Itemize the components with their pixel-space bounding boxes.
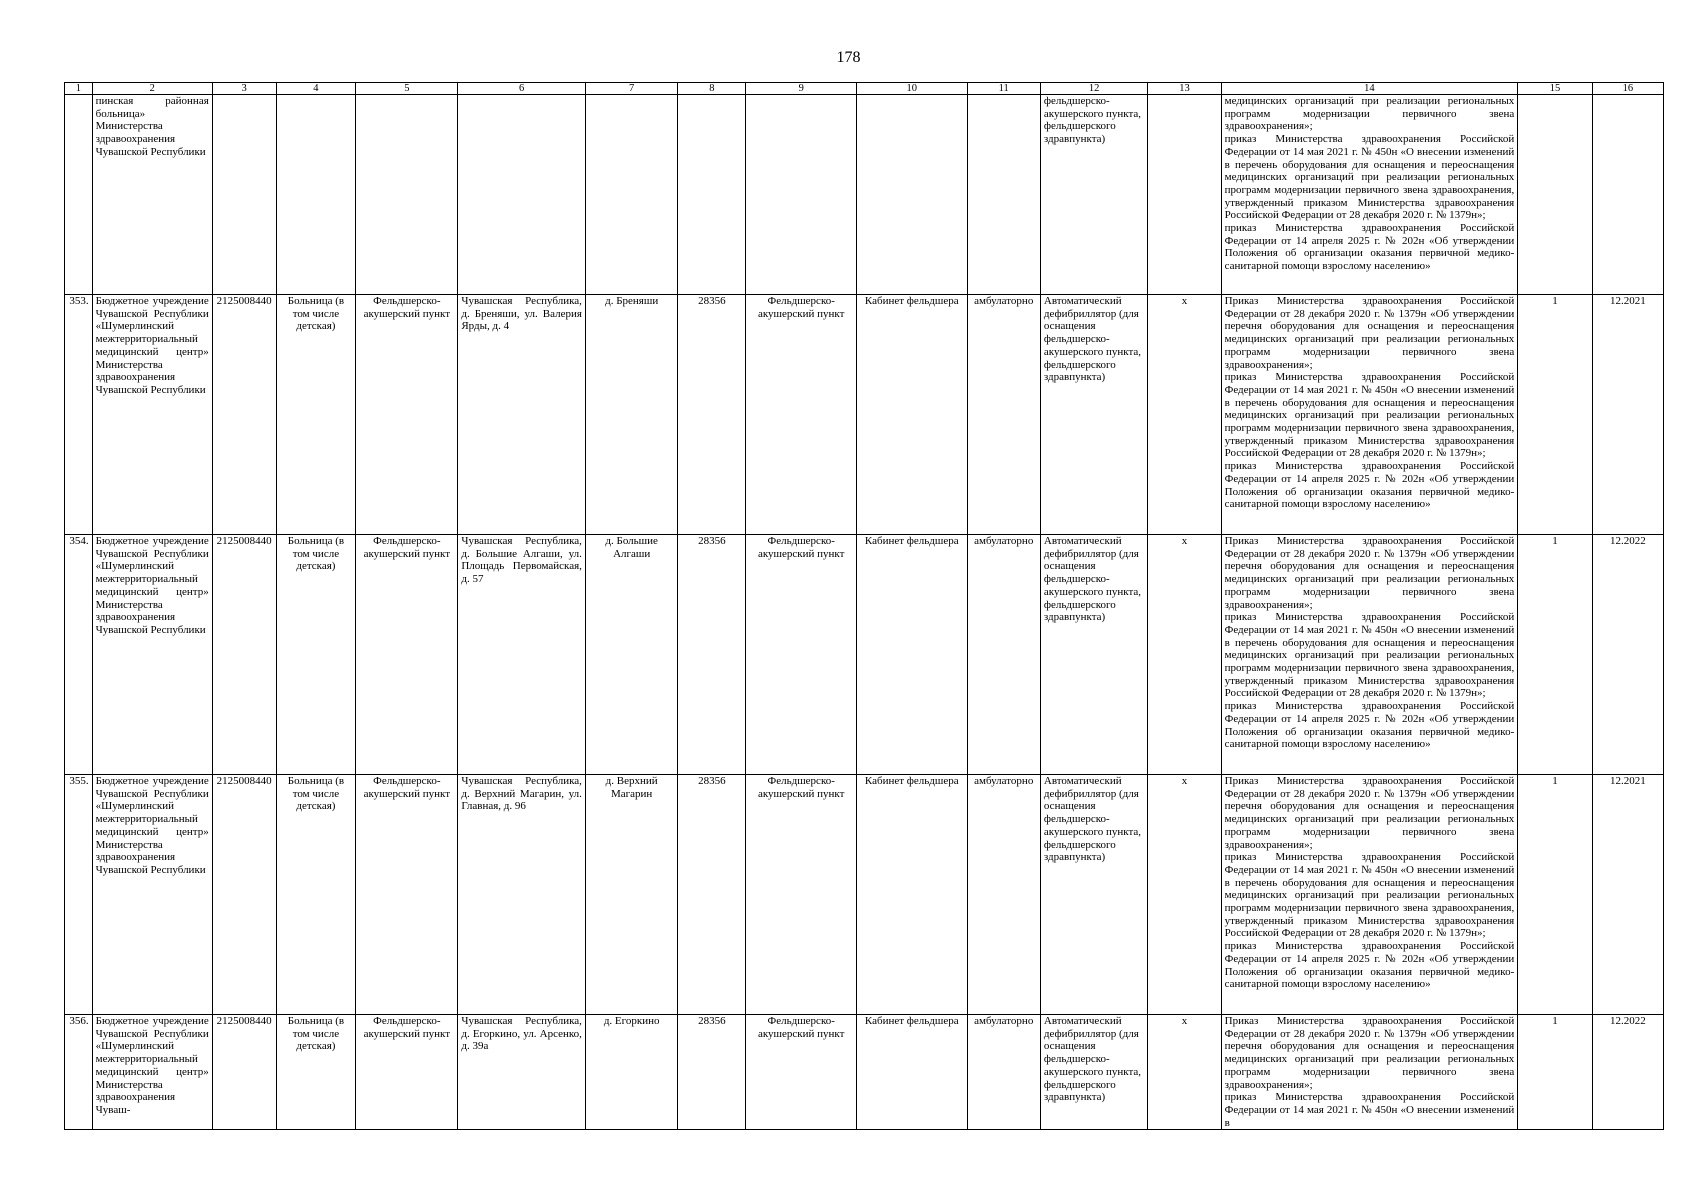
cell-address: Чувашская Республика, д. Егоркино, ул. Арсенко, д. 39а [458, 1015, 586, 1130]
cell-quantity: 1 [1518, 1015, 1592, 1130]
cell-row-number: 356. [65, 1015, 93, 1130]
cell-empty [1148, 95, 1221, 295]
cell-mark: x [1148, 535, 1221, 775]
column-number: 6 [458, 83, 586, 95]
page-number: 178 [836, 49, 861, 66]
continuation-row [65, 95, 1664, 295]
cell-date: 12.2022 [1592, 535, 1663, 775]
cell-date: 12.2021 [1592, 295, 1663, 535]
cell-mark: x [1148, 1015, 1221, 1130]
column-number: 14 [1221, 83, 1518, 95]
column-number: 9 [746, 83, 857, 95]
cell-empty [857, 95, 968, 295]
cell-mark: x [1148, 775, 1221, 1015]
column-number: 11 [967, 83, 1040, 95]
column-number: 8 [678, 83, 746, 95]
cell-organization: пинская районная больница» Министерства здравоохранения Чувашской Республики [92, 95, 212, 295]
column-number: 10 [857, 83, 968, 95]
table-row [65, 775, 1664, 1015]
cell-inn: 2125008440 [212, 535, 276, 775]
cell-address: Чувашская Республика, д. Большие Алгаши, ул. Площадь Первомайская, д. 57 [458, 535, 586, 775]
cell-legal-basis: Приказ Министерства здравоохранения Российской Федерации от 28 декабря 2020 г. № 1379н «Об утверждении перечня оборудования для оснащения и переоснащения медицинских организаций при реализации региональных программ модернизации первичного звена здравоохранения»; приказ Министерства здравоохранения Российской Федерации от 14 мая 2021 г. № 450н «О внесении изменений в перечень оборудования для оснащения и переоснащения медицинских организаций при реализации региональных программ модернизации первичного звена здравоохранения, утвержденный приказом Министерства здравоохранения Российской Федерации от 28 декабря 2020 г. № 1379н»; приказ Министерства здравоохранения Российской Федерации от 14 апреля 2025 г. № 202н «Об утверждении Положения об организации оказания первичной медико-санитарной помощи взрослому населению» [1221, 775, 1518, 1015]
column-number: 1 [65, 83, 93, 95]
cell-code: 28356 [678, 775, 746, 1015]
cell-empty [678, 95, 746, 295]
column-number: 2 [92, 83, 212, 95]
cell-empty [65, 95, 93, 295]
cell-care-mode: амбулаторно [967, 295, 1040, 535]
cell-unit: Фельдшерско-акушерский пункт [356, 535, 458, 775]
cell-facility-type: Больница (в том числе детская) [276, 535, 356, 775]
cell-unit: Фельдшерско-акушерский пункт [356, 295, 458, 535]
cell-code: 28356 [678, 535, 746, 775]
cell-equipment: Автоматический дефибриллятор (для оснащения фельдшерско-акушерского пункта, фельдшерского здравпункта) [1040, 775, 1147, 1015]
cell-room: Кабинет фельдшера [857, 535, 968, 775]
cell-room: Кабинет фельдшера [857, 295, 968, 535]
cell-date: 12.2022 [1592, 1015, 1663, 1130]
table-body [65, 83, 1664, 1130]
cell-organization: Бюджетное учреждение Чувашской Республики «Шумерлинский межтерриториальный медицинский центр» Министерства здравоохранения Чуваш- [92, 1015, 212, 1130]
cell-quantity: 1 [1518, 295, 1592, 535]
cell-empty [1518, 95, 1592, 295]
cell-facility-type: Больница (в том числе детская) [276, 1015, 356, 1130]
cell-facility-type: Больница (в том числе детская) [276, 295, 356, 535]
cell-equipment: фельдшерско-акушерского пункта, фельдшерского здравпункта) [1040, 95, 1147, 295]
cell-equipment: Автоматический дефибриллятор (для оснащения фельдшерско-акушерского пункта, фельдшерского здравпункта) [1040, 1015, 1147, 1130]
cell-empty [212, 95, 276, 295]
cell-address: Чувашская Республика, д. Верхний Магарин, ул. Главная, д. 96 [458, 775, 586, 1015]
cell-date: 12.2021 [1592, 775, 1663, 1015]
cell-care-mode: амбулаторно [967, 775, 1040, 1015]
table-row [65, 295, 1664, 535]
cell-inn: 2125008440 [212, 775, 276, 1015]
column-number: 4 [276, 83, 356, 95]
cell-mark: x [1148, 295, 1221, 535]
cell-subunit: Фельдшерско-акушерский пункт [746, 535, 857, 775]
cell-unit: Фельдшерско-акушерский пункт [356, 775, 458, 1015]
column-number-row [65, 83, 1664, 95]
cell-quantity: 1 [1518, 775, 1592, 1015]
cell-subunit: Фельдшерско-акушерский пункт [746, 1015, 857, 1130]
cell-inn: 2125008440 [212, 1015, 276, 1130]
cell-row-number: 355. [65, 775, 93, 1015]
equipment-table [64, 82, 1664, 1130]
table-row [65, 1015, 1664, 1130]
column-number: 12 [1040, 83, 1147, 95]
cell-empty [967, 95, 1040, 295]
cell-subunit: Фельдшерско-акушерский пункт [746, 775, 857, 1015]
cell-legal-basis: Приказ Министерства здравоохранения Российской Федерации от 28 декабря 2020 г. № 1379н «Об утверждении перечня оборудования для оснащения и переоснащения медицинских организаций при реализации региональных программ модернизации первичного звена здравоохранения»; приказ Министерства здравоохранения Российской Федерации от 14 мая 2021 г. № 450н «О внесении изменений в [1221, 1015, 1518, 1130]
cell-room: Кабинет фельдшера [857, 775, 968, 1015]
column-number: 3 [212, 83, 276, 95]
cell-care-mode: амбулаторно [967, 535, 1040, 775]
cell-equipment: Автоматический дефибриллятор (для оснащения фельдшерско-акушерского пункта, фельдшерского здравпункта) [1040, 295, 1147, 535]
cell-room: Кабинет фельдшера [857, 1015, 968, 1130]
cell-empty [585, 95, 677, 295]
cell-locality: д. Большие Алгаши [585, 535, 677, 775]
cell-organization: Бюджетное учреждение Чувашской Республики «Шумерлинский межтерриториальный медицинский центр» Министерства здравоохранения Чувашской Республики [92, 535, 212, 775]
cell-locality: д. Егоркино [585, 1015, 677, 1130]
cell-row-number: 354. [65, 535, 93, 775]
column-number: 13 [1148, 83, 1221, 95]
cell-legal-basis: Приказ Министерства здравоохранения Российской Федерации от 28 декабря 2020 г. № 1379н «Об утверждении перечня оборудования для оснащения и переоснащения медицинских организаций при реализации региональных программ модернизации первичного звена здравоохранения»; приказ Министерства здравоохранения Российской Федерации от 14 мая 2021 г. № 450н «О внесении изменений в перечень оборудования для оснащения и переоснащения медицинских организаций при реализации региональных программ модернизации первичного звена здравоохранения, утвержденный приказом Министерства здравоохранения Российской Федерации от 28 декабря 2020 г. № 1379н»; приказ Министерства здравоохранения Российской Федерации от 14 апреля 2025 г. № 202н «Об утверждении Положения об организации оказания первичной медико-санитарной помощи взрослому населению» [1221, 535, 1518, 775]
cell-empty [1592, 95, 1663, 295]
cell-row-number: 353. [65, 295, 93, 535]
cell-code: 28356 [678, 1015, 746, 1130]
cell-organization: Бюджетное учреждение Чувашской Республики «Шумерлинский межтерриториальный медицинский центр» Министерства здравоохранения Чувашской Республики [92, 775, 212, 1015]
cell-organization: Бюджетное учреждение Чувашской Республики «Шумерлинский межтерриториальный медицинский центр» Министерства здравоохранения Чувашской Республики [92, 295, 212, 535]
cell-empty [746, 95, 857, 295]
cell-code: 28356 [678, 295, 746, 535]
column-number: 16 [1592, 83, 1663, 95]
cell-facility-type: Больница (в том числе детская) [276, 775, 356, 1015]
cell-unit: Фельдшерско-акушерский пункт [356, 1015, 458, 1130]
cell-care-mode: амбулаторно [967, 1015, 1040, 1130]
cell-locality: д. Бреняши [585, 295, 677, 535]
column-number: 15 [1518, 83, 1592, 95]
cell-quantity: 1 [1518, 535, 1592, 775]
cell-subunit: Фельдшерско-акушерский пункт [746, 295, 857, 535]
cell-empty [276, 95, 356, 295]
cell-locality: д. Верхний Магарин [585, 775, 677, 1015]
cell-empty [458, 95, 586, 295]
column-number: 7 [585, 83, 677, 95]
cell-empty [356, 95, 458, 295]
cell-inn: 2125008440 [212, 295, 276, 535]
column-number: 5 [356, 83, 458, 95]
cell-address: Чувашская Республика, д. Бреняши, ул. Валерия Ярды, д. 4 [458, 295, 586, 535]
cell-equipment: Автоматический дефибриллятор (для оснащения фельдшерско-акушерского пункта, фельдшерского здравпункта) [1040, 535, 1147, 775]
table-row [65, 535, 1664, 775]
cell-legal-basis: Приказ Министерства здравоохранения Российской Федерации от 28 декабря 2020 г. № 1379н «Об утверждении перечня оборудования для оснащения и переоснащения медицинских организаций при реализации региональных программ модернизации первичного звена здравоохранения»; приказ Министерства здравоохранения Российской Федерации от 14 мая 2021 г. № 450н «О внесении изменений в перечень оборудования для оснащения и переоснащения медицинских организаций при реализации региональных программ модернизации первичного звена здравоохранения, утвержденный приказом Министерства здравоохранения Российской Федерации от 28 декабря 2020 г. № 1379н»; приказ Министерства здравоохранения Российской Федерации от 14 апреля 2025 г. № 202н «Об утверждении Положения об организации оказания первичной медико-санитарной помощи взрослому населению» [1221, 295, 1518, 535]
cell-legal-basis: медицинских организаций при реализации региональных программ модернизации первичного звена здравоохранения»; приказ Министерства здравоохранения Российской Федерации от 14 мая 2021 г. № 450н «О внесении изменений в перечень оборудования для оснащения и переоснащения медицинских организаций при реализации региональных программ модернизации первичного звена здравоохранения, утвержденный приказом Министерства здравоохранения Российской Федерации от 28 декабря 2020 г. № 1379н»; приказ Министерства здравоохранения Российской Федерации от 14 апреля 2025 г. № 202н «Об утверждении Положения об организации оказания первичной медико-санитарной помощи взрослому населению» [1221, 95, 1518, 295]
